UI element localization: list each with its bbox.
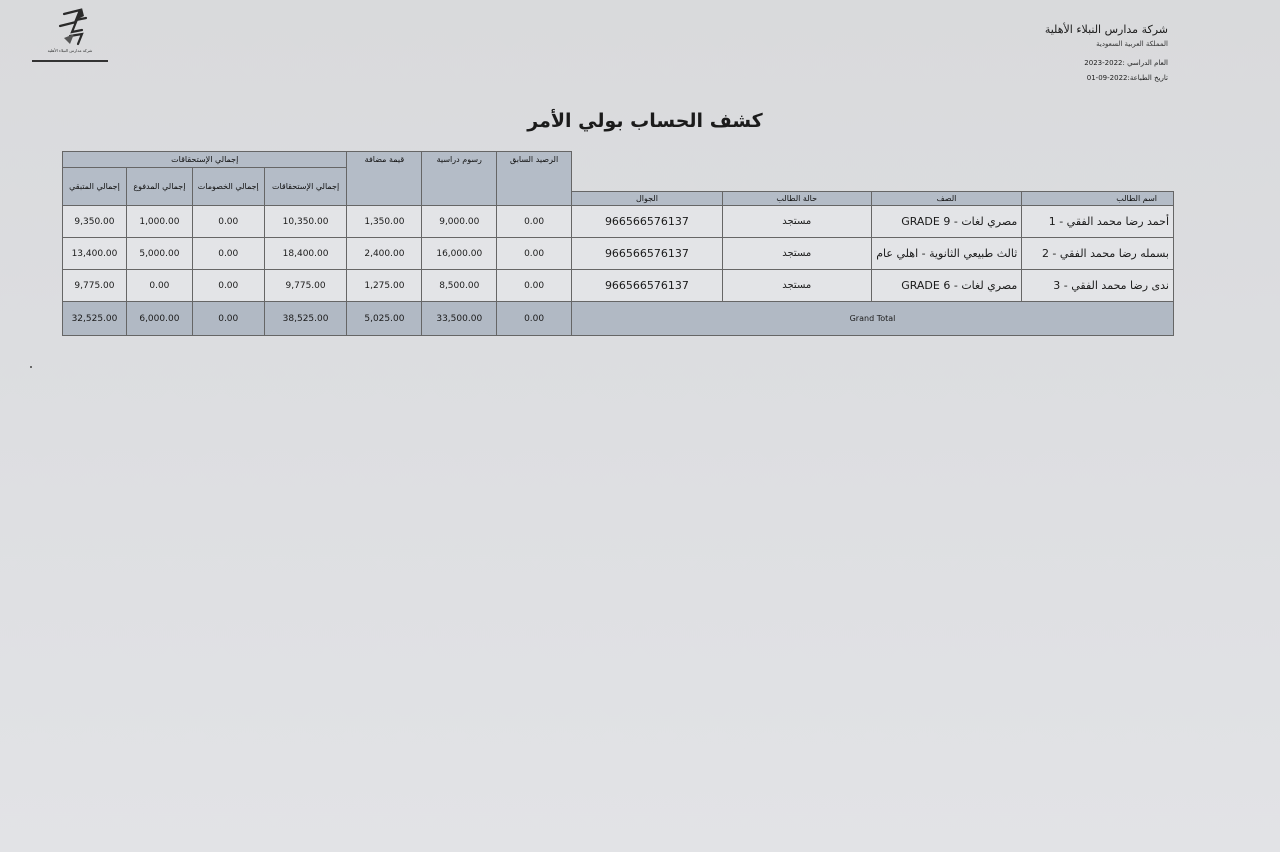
vat-value: 1,275.00 bbox=[347, 270, 422, 302]
student-info-table bbox=[571, 191, 1174, 336]
table-row bbox=[63, 270, 572, 302]
student-name: بسمله رضا محمد الفقي - 2 bbox=[1022, 238, 1174, 270]
total-tuition: 33,500.00 bbox=[422, 302, 497, 336]
amounts-header-row bbox=[63, 152, 572, 168]
student-grade: مصري لغات - GRADE 6 bbox=[871, 270, 1022, 302]
school-logo bbox=[30, 4, 110, 66]
student-table-header-row bbox=[572, 192, 1174, 206]
amounts-table bbox=[62, 151, 572, 336]
table-row bbox=[63, 206, 572, 238]
header-grade: الصف bbox=[871, 192, 1022, 206]
remaining-value: 9,775.00 bbox=[63, 270, 127, 302]
academic-year: العام الدراسي :2022-2023 bbox=[1084, 59, 1168, 67]
company-name: شركة مدارس النبلاء الأهلية bbox=[1044, 23, 1168, 36]
header-total-discounts: إجمالي الخصومات bbox=[192, 168, 264, 206]
remaining-value: 13,400.00 bbox=[63, 238, 127, 270]
paid-value: 0.00 bbox=[126, 270, 192, 302]
print-date: تاريخ الطباعة:2022-09-01 bbox=[1086, 74, 1168, 82]
paper-speck bbox=[30, 366, 32, 368]
total-vat: 5,025.00 bbox=[347, 302, 422, 336]
header-entitlements-group: إجمالي الإستحقاقات bbox=[63, 152, 347, 168]
tuition-value: 16,000.00 bbox=[422, 238, 497, 270]
header-status: حالة الطالب bbox=[722, 192, 871, 206]
total-previous-balance: 0.00 bbox=[497, 302, 572, 336]
paid-value: 1,000.00 bbox=[126, 206, 192, 238]
school-logo-icon bbox=[30, 4, 110, 54]
discounts-value: 0.00 bbox=[192, 270, 264, 302]
grand-total-amounts-row bbox=[63, 302, 572, 336]
total-due: 38,525.00 bbox=[264, 302, 347, 336]
table-row bbox=[572, 238, 1174, 270]
due-value: 10,350.00 bbox=[264, 206, 347, 238]
header-previous-balance: الرصيد السابق bbox=[497, 152, 572, 206]
header-total-remaining: إجمالي المتبقي bbox=[63, 168, 127, 206]
student-status: مستجد bbox=[722, 206, 871, 238]
header-tuition: رسوم دراسية bbox=[422, 152, 497, 206]
tuition-value: 9,000.00 bbox=[422, 206, 497, 238]
logo-underline bbox=[32, 60, 108, 62]
logo-caption: شركة مدارس النبلاء الأهلية bbox=[47, 48, 93, 53]
student-name: ندى رضا محمد الفقي - 3 bbox=[1022, 270, 1174, 302]
paid-value: 5,000.00 bbox=[126, 238, 192, 270]
table-row bbox=[572, 270, 1174, 302]
student-name: أحمد رضا محمد الفقي - 1 bbox=[1022, 206, 1174, 238]
document-header bbox=[948, 22, 1168, 86]
student-status: مستجد bbox=[722, 238, 871, 270]
student-status: مستجد bbox=[722, 270, 871, 302]
previous-balance-value: 0.00 bbox=[497, 238, 572, 270]
total-paid: 6,000.00 bbox=[126, 302, 192, 336]
total-discounts: 0.00 bbox=[192, 302, 264, 336]
due-value: 18,400.00 bbox=[264, 238, 347, 270]
tuition-value: 8,500.00 bbox=[422, 270, 497, 302]
vat-value: 2,400.00 bbox=[347, 238, 422, 270]
previous-balance-value: 0.00 bbox=[497, 270, 572, 302]
table-row bbox=[572, 206, 1174, 238]
student-phone: 966566576137 bbox=[572, 270, 723, 302]
vat-value: 1,350.00 bbox=[347, 206, 422, 238]
student-grade: ثالث طبيعي الثانوية - اهلي عام bbox=[871, 238, 1022, 270]
header-phone: الجوال bbox=[572, 192, 723, 206]
discounts-value: 0.00 bbox=[192, 206, 264, 238]
header-vat: قيمة مضافة bbox=[347, 152, 422, 206]
country-name: المملكة العربية السعودية bbox=[1096, 40, 1168, 48]
table-row bbox=[63, 238, 572, 270]
previous-balance-value: 0.00 bbox=[497, 206, 572, 238]
remaining-value: 9,350.00 bbox=[63, 206, 127, 238]
due-value: 9,775.00 bbox=[264, 270, 347, 302]
header-student-name: اسم الطالب bbox=[1022, 192, 1174, 206]
grand-total-label: Grand Total bbox=[572, 302, 1174, 336]
header-total-due: إجمالي الإستحقاقات bbox=[264, 168, 347, 206]
total-remaining: 32,525.00 bbox=[63, 302, 127, 336]
discounts-value: 0.00 bbox=[192, 238, 264, 270]
student-grade: مصري لغات - GRADE 9 bbox=[871, 206, 1022, 238]
grand-total-row bbox=[572, 302, 1174, 336]
student-phone: 966566576137 bbox=[572, 238, 723, 270]
student-phone: 966566576137 bbox=[572, 206, 723, 238]
page-title: كشف الحساب بولي الأمر bbox=[527, 110, 763, 132]
header-total-paid: إجمالي المدفوع bbox=[126, 168, 192, 206]
